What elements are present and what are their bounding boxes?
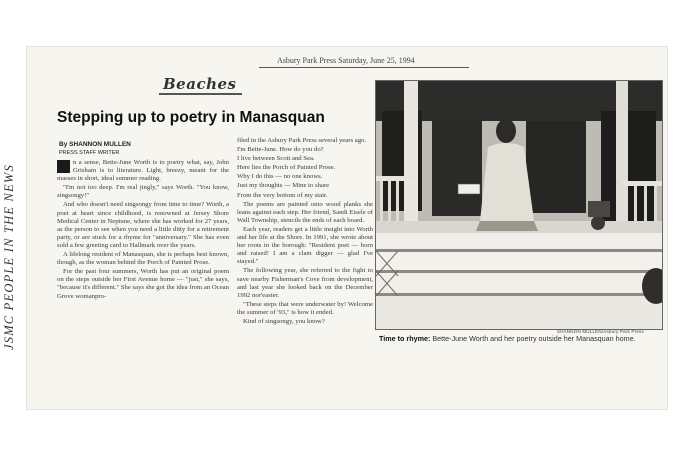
- headline: Stepping up to poetry in Manasquan: [57, 109, 325, 126]
- paragraph: The poems are painted onto wood planks she leans against each step. Her friend, Sandi Eisele of Wall Township, stencils the ends of each board.: [237, 200, 373, 224]
- caption-lead: Time to rhyme:: [379, 334, 431, 343]
- paragraph: The following year, she referred to the fight to save nearby Fisherman's Cove from development, and last year she looked back on the December 1992 nor'easter.: [237, 267, 373, 299]
- poem-line: Why I do this — no one knows.: [237, 173, 323, 181]
- paragraph: filed in the Asbury Park Press several years ago.: [237, 137, 367, 144]
- paragraph: A lifelong resident of Manasquan, she is perhaps best known, though, as the woman behind the Porch of Painted Prose.: [57, 251, 229, 267]
- byline-name: By SHANNON MULLEN: [59, 141, 131, 148]
- folio-rule: [259, 67, 469, 68]
- newspaper-clipping: [26, 46, 668, 410]
- porch-photo-illustration: [376, 81, 662, 329]
- drop-cap-mark: [57, 160, 70, 173]
- paragraph: "I'm not too deep. I'm real jingly," says Worth. "You know, singsongy!": [57, 184, 229, 200]
- folio-line: Asbury Park Press Saturday, June 25, 1994: [277, 56, 415, 65]
- poem-line: From the very bottom of my stair.: [237, 191, 328, 199]
- paragraph: And who doesn't need singsongy from time to time? Worth, a poet at heart since childhood, is renowned at Jersey Shore Medical Center in Neptune, where she has worked for 27 years, as the person to see when you need a little ditty for a retirement party, or are stuck for a rhyme for "anniversary." She has even sold a few greeting card to Hallmark over the years.: [57, 201, 229, 249]
- side-label: JSMC PEOPLE IN THE NEWS: [2, 164, 16, 350]
- caption-text: Bette-June Worth and her poetry outside her Manasquan home.: [432, 334, 636, 343]
- byline-title: PRESS STAFF WRITER: [59, 150, 120, 156]
- paragraph: "These steps that were underwater by! Welcome the summer of '93," is how it ended.: [237, 300, 373, 316]
- photo-credit: SHANNON MULLEN/Asbury Park Press: [557, 329, 644, 334]
- poem-line: Just my thoughts — Mine to share: [237, 182, 330, 190]
- article-column-1: [57, 159, 229, 302]
- article-column-2: [237, 137, 373, 327]
- paragraph: For the past four summers, Worth has put an original poem on the steps outside her First Avenue home — "just," she says, "because it's different." She says she got the idea from an Ocean Grove womanpro-: [57, 268, 229, 300]
- porch-photo: [375, 80, 663, 330]
- paragraph: Each year, readers get a little insight into Worth and her life at the Shore. In 1991, she wrote about her roots in the borough: "Resident poet — born and raised! I am a clam digger — glad I've stayed.": [237, 225, 373, 266]
- paragraph: Kind of singsongy, you know?: [243, 317, 325, 325]
- photo-caption: [379, 334, 669, 343]
- poem-line: I live between Scott and Sea.: [237, 155, 315, 163]
- paragraph: [57, 159, 229, 183]
- poem-line: Here lies the Porch of Painted Prose.: [237, 164, 336, 172]
- section-logo: Beaches: [159, 75, 242, 95]
- poem-line: I'm Bette-June. How do you do?: [237, 146, 324, 154]
- paragraph-text: n a sense, Bette-June Worth is to poetry what, say, John Grisham is to literature. Light, breezy, meant for the masses in short, ideal summer reading.: [57, 159, 229, 183]
- byline: [59, 141, 131, 157]
